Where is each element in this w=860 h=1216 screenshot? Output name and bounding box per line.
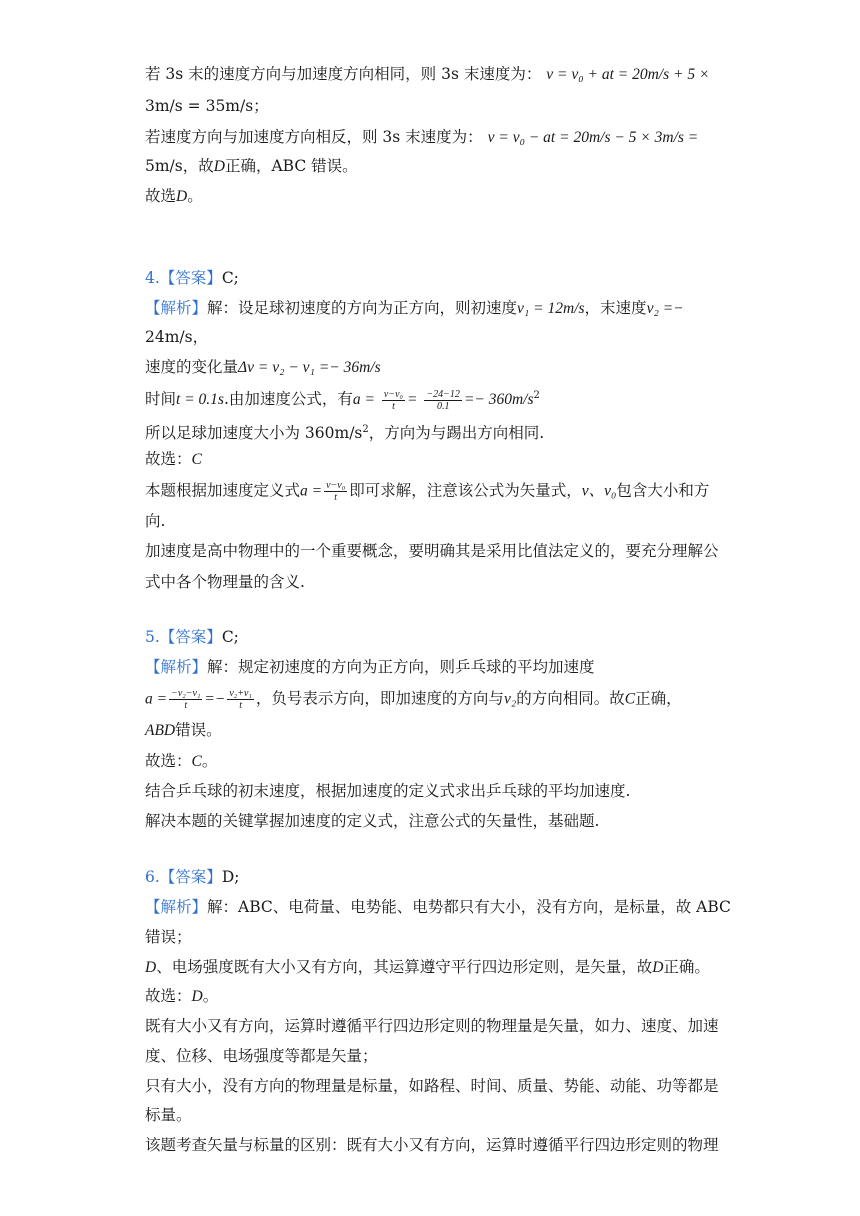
fraction-numerator: v₂+v₁ (229, 688, 252, 699)
q5-text: 故选： (145, 752, 192, 770)
q6-text: 标量。 (145, 1106, 192, 1124)
q4-line-9 (145, 541, 719, 561)
fraction-denominator: 0.1 (436, 400, 450, 412)
q4-text: .由加速度公式，有 (223, 390, 353, 408)
q6-text: 错误； (145, 928, 192, 946)
q6-line-5 (145, 1016, 719, 1036)
q4-text: ，方向为与踢出方向相同. (368, 424, 545, 442)
q3-text: 若 3s 末的速度方向与加速度方向相同，则 3s 末速度为： (145, 65, 542, 83)
answer-value: C; (221, 628, 239, 646)
q3-option: D (176, 188, 188, 205)
q4-text: 向. (145, 512, 166, 530)
q5-line-5 (145, 781, 630, 801)
q6-line-9 (145, 1135, 719, 1155)
q5-text: 。 (201, 752, 218, 770)
q4-line-10 (145, 572, 305, 592)
answer-tag: 【答案】 (159, 868, 222, 886)
q3-text: 故选 (145, 187, 177, 205)
q6-text: 、电场强度既有大小又有方向，其运算遵守平行四边形定则，是矢量，故 (156, 958, 653, 976)
fraction-numerator: v−v₀ (383, 388, 404, 400)
fraction-denominator: t (184, 700, 188, 711)
fraction (324, 480, 347, 503)
q3-line-4 (145, 156, 358, 177)
q5-text: 的方向相同。故 (516, 689, 625, 708)
q5-line-4 (145, 751, 217, 772)
q3-formula: v = v₀ + at = 20m/s + 5 × (546, 66, 710, 83)
fraction-denominator: t (392, 400, 395, 412)
q4-text: 包含大小和方 (616, 481, 710, 500)
question-number: 4. (145, 269, 160, 287)
analysis-tag: 【解析】 (145, 898, 208, 916)
q3-line-3 (145, 127, 698, 148)
q6-line-1 (145, 897, 731, 917)
q4-text: 加速度是高中物理中的一个重要概念，要明确其是采用比值法定义的，要充分理解公 (145, 542, 719, 560)
q5-text: ，负号表示方向，即加速度的方向与 (255, 689, 504, 708)
q4-formula: v₁ = 12m/s (517, 300, 585, 317)
fraction (382, 389, 405, 412)
q3-text: 。 (187, 187, 203, 205)
q5-option: C (191, 753, 202, 770)
q3-text: 正确，ABC 错误。 (224, 157, 358, 175)
fraction-numerator: −24−12 (426, 388, 460, 400)
q6-text: 故选： (145, 987, 192, 1005)
q4-line-8 (145, 511, 165, 531)
q4-line-5: 所以足球加速度大小为 $360m/s^2$，方向为与踢出方向相同. (145, 424, 545, 442)
q4-text: ，末速度 (584, 299, 647, 317)
q6-option: D (145, 959, 157, 976)
q4-formula: Δv = v₂ − v₁ =− 36m/s (238, 359, 381, 376)
q5-formula: =− (204, 690, 226, 708)
q3-text: 5m/s，故 (145, 157, 214, 175)
q3-formula: v = v₀ − at = 20m/s − 5 × 3m/s = (487, 129, 699, 146)
question-number: 6. (145, 868, 160, 886)
q5-formula: a = (145, 690, 168, 708)
analysis-tag: 【解析】 (145, 299, 208, 317)
q4-formula: v、v₀ (581, 482, 617, 500)
q6-answer-line (145, 867, 239, 887)
q4-answer-line (145, 268, 239, 288)
q4-line-1 (145, 298, 684, 319)
q4-line-7: 本题根据加速度定义式a = $\frac{\text{v−v₀}}{t}$ 即可求解，注意该公式为矢量式，v、v₀包含大小和方 (145, 480, 710, 503)
q6-text: 正确。 (663, 958, 710, 976)
q6-text: 该题考查矢量与标量的区别：既有大小又有方向，运算时遵循平行四边形定则的物理 (145, 1136, 719, 1154)
q4-option: C (191, 451, 202, 468)
q5-text: 结合乒乓球的初末速度，根据加速度的定义式求出乒乓球的平均加速度. (145, 782, 631, 800)
q6-text: 既有大小又有方向，运算时遵循平行四边形定则的物理量是矢量，如力、速度、加速 (145, 1017, 719, 1035)
q6-line-6 (145, 1046, 378, 1066)
q6-text: 。 (202, 987, 219, 1005)
q5-line-3 (145, 720, 222, 741)
q4-line-2 (145, 327, 208, 347)
q3-text: 若速度方向与加速度方向相反，则 3s 末速度为： (145, 128, 483, 146)
q6-line-7 (145, 1076, 719, 1096)
q6-text: 只有大小，没有方向的物理量是标量，如路程、时间、质量、势能、动能、功等都是 (145, 1077, 719, 1095)
answer-value: C; (221, 269, 239, 287)
q4-text: 故选： (145, 450, 192, 468)
q6-text: 解：ABC、电荷量、电势能、电势都只有大小，没有方向，是标量，故 ABC (207, 898, 731, 916)
q4-text: 时间 (145, 390, 177, 408)
q4-text: 即可求解，注意该公式为矢量式， (349, 481, 582, 500)
q6-line-2 (145, 927, 192, 947)
question-number: 5. (145, 628, 160, 646)
q4-text: 本题根据加速度定义式 (145, 481, 301, 500)
q6-option: D (652, 959, 664, 976)
q4-text: 速度的变化量 (145, 358, 239, 376)
fraction-denominator: t (239, 700, 243, 711)
q4-line-6 (145, 449, 202, 470)
q6-text: 度、位移、电场强度等都是矢量； (145, 1047, 378, 1065)
q5-text: 解：规定初速度的方向为正方向，则乒乓球的平均加速度 (207, 658, 595, 676)
answer-tag: 【答案】 (159, 269, 222, 287)
q3-line-5 (145, 186, 203, 207)
q5-line-1 (145, 657, 595, 677)
q4-text: 所以足球加速度大小为 360m/s (145, 424, 363, 442)
q5-formula: v₂ (503, 690, 517, 708)
q5-option: ABD (145, 722, 176, 739)
analysis-tag: 【解析】 (145, 658, 208, 676)
fraction-numerator: −v₂−v₁ (171, 688, 201, 699)
fraction-numerator: v−v₀ (326, 480, 346, 491)
q5-text: 正确， (635, 689, 682, 708)
q4-text: 式中各个物理量的含义. (145, 573, 305, 591)
q6-option: D (191, 988, 203, 1005)
q5-text: 错误。 (175, 721, 222, 739)
q5-text: 解决本题的关键掌握加速度的定义式，注意公式的矢量性，基础题. (145, 812, 600, 830)
answer-tag: 【答案】 (159, 628, 222, 646)
q4-line-3 (145, 357, 381, 378)
fraction (424, 389, 462, 412)
q4-formula: =− 360m/s (463, 391, 534, 408)
q4-formula: a = (352, 391, 375, 408)
fraction (227, 688, 254, 711)
q5-line-6 (145, 811, 599, 831)
q3-text: 3m/s = 35m/s； (145, 97, 269, 115)
q6-line-3 (145, 957, 710, 978)
q5-answer-line (145, 627, 239, 647)
fraction (169, 688, 202, 711)
q5-line-2 (145, 688, 682, 711)
q4-line-4: 时间t = 0.1s.由加速度公式，有a = $\frac{\text{v−v₀}}{t}$ = $\frac{-24-12}{0.1}$ =− $360m/s^2$ (145, 388, 540, 412)
q4-formula: t = 0.1s (176, 391, 224, 408)
q3-line-2 (145, 96, 269, 116)
q4-text: 解：设足球初速度的方向为正方向，则初速度 (207, 299, 518, 317)
q3-line-1 (145, 64, 709, 85)
q4-text: 24m/s， (145, 328, 209, 346)
q4-formula: v₂ =− (646, 300, 684, 317)
q3-option: D (213, 158, 225, 175)
q6-line-4 (145, 986, 218, 1007)
fraction-denominator: t (334, 492, 338, 503)
answer-value: D; (221, 868, 240, 886)
q6-line-8 (145, 1105, 192, 1125)
q5-option: C (624, 690, 636, 708)
